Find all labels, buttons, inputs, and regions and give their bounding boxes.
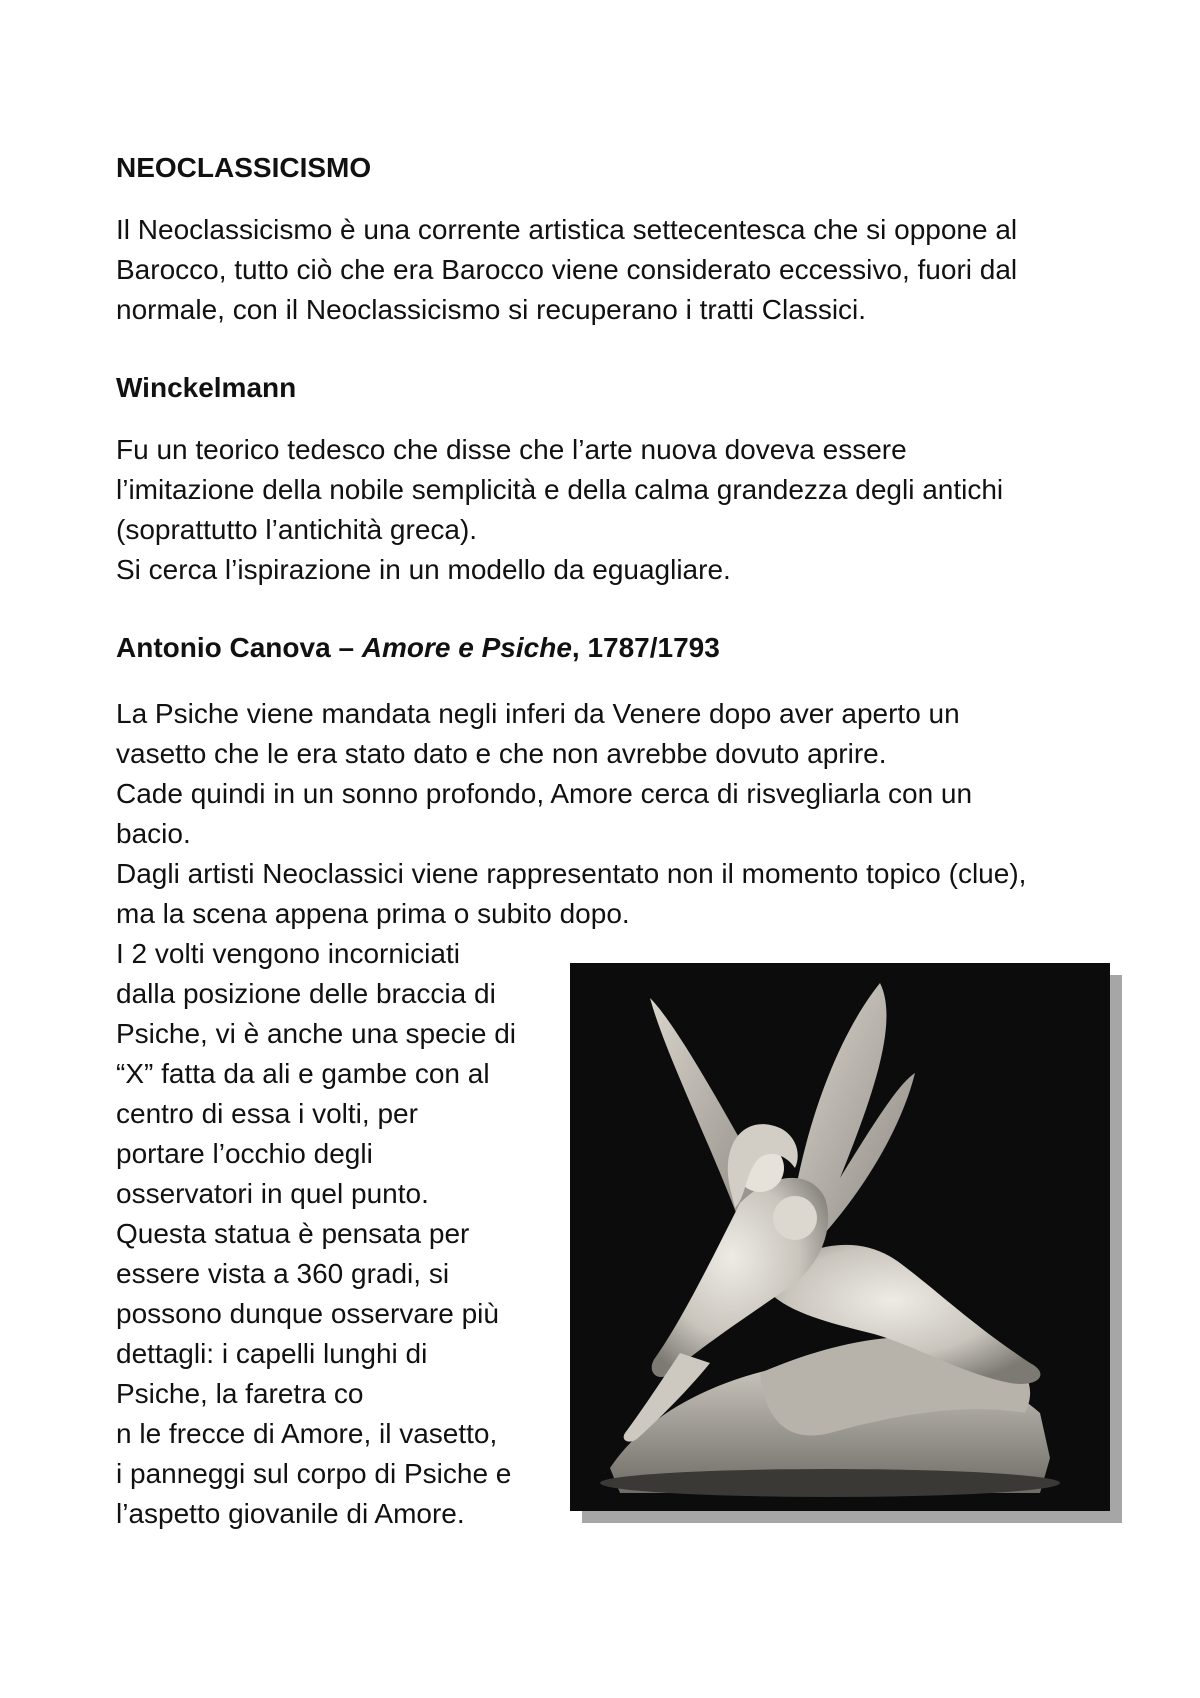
paragraph-line: vasetto che le era stato dato e che non avrebbe dovuto aprire. <box>116 738 887 769</box>
heading-canova <box>116 628 720 668</box>
heading-date: , 1787/1793 <box>571 632 720 663</box>
paragraph-line: l’imitazione della nobile semplicità e della calma grandezza degli antichi <box>116 474 1004 505</box>
side-text-line: possono dunque osservare più <box>116 1298 499 1329</box>
paragraph-line: Cade quindi in un sonno profondo, Amore cerca di risvegliarla con un <box>116 778 973 809</box>
side-text-line: I 2 volti vengono incorniciati <box>116 938 460 969</box>
side-text-line: essere vista a 360 gradi, si <box>116 1258 450 1289</box>
paragraph-line: Barocco, tutto ciò che era Barocco viene considerato eccessivo, fuori dal <box>116 254 1018 285</box>
side-text-line: “X” fatta da ali e gambe con al <box>116 1058 490 1089</box>
heading-winckelmann: Winckelmann <box>116 372 297 403</box>
paragraph-line: (soprattutto l’antichità greca). <box>116 514 478 545</box>
side-text-line: Psiche, vi è anche una specie di <box>116 1018 517 1049</box>
side-text-line: i panneggi sul corpo di Psiche e <box>116 1458 512 1489</box>
side-text-line: n le frecce di Amore, il vasetto, <box>116 1418 498 1449</box>
side-text-line: Questa statua è pensata per <box>116 1218 470 1249</box>
side-text-line: osservatori in quel punto. <box>116 1178 429 1209</box>
side-text-line: centro di essa i volti, per <box>116 1098 418 1129</box>
side-text-line: dalla posizione delle braccia di <box>116 978 496 1009</box>
paragraph-line: normale, con il Neoclassicismo si recuperano i tratti Classici. <box>116 294 867 325</box>
psyche-head <box>773 1196 817 1240</box>
heading-author: Antonio Canova – <box>116 632 362 663</box>
paragraph-line: Il Neoclassicismo è una corrente artistica settecentesca che si oppone al <box>116 214 1018 245</box>
side-text-line: l’aspetto giovanile di Amore. <box>116 1498 465 1529</box>
paragraph-line: bacio. <box>116 818 191 849</box>
paragraph-line: Fu un teorico tedesco che disse che l’arte nuova doveva essere <box>116 434 907 465</box>
sculpture-photo <box>570 963 1110 1511</box>
side-text-line: portare l’occhio degli <box>116 1138 373 1169</box>
heading-work-title: Amore e Psiche <box>361 632 572 663</box>
side-text-line: Psiche, la faretra co <box>116 1378 364 1409</box>
paragraph-line: ma la scena appena prima o subito dopo. <box>116 898 630 929</box>
paragraph-line: Dagli artisti Neoclassici viene rappresentato non il momento topico (clue), <box>116 858 1027 889</box>
side-text-line: dettagli: i capelli lunghi di <box>116 1338 428 1369</box>
amore-e-psiche-sculpture <box>570 963 1110 1511</box>
title-neoclassicismo: NEOCLASSICISMO <box>116 152 372 183</box>
paragraph-line: La Psiche viene mandata negli inferi da Venere dopo aver aperto un <box>116 698 960 729</box>
paragraph-line: Si cerca l’ispirazione in un modello da eguagliare. <box>116 554 731 585</box>
